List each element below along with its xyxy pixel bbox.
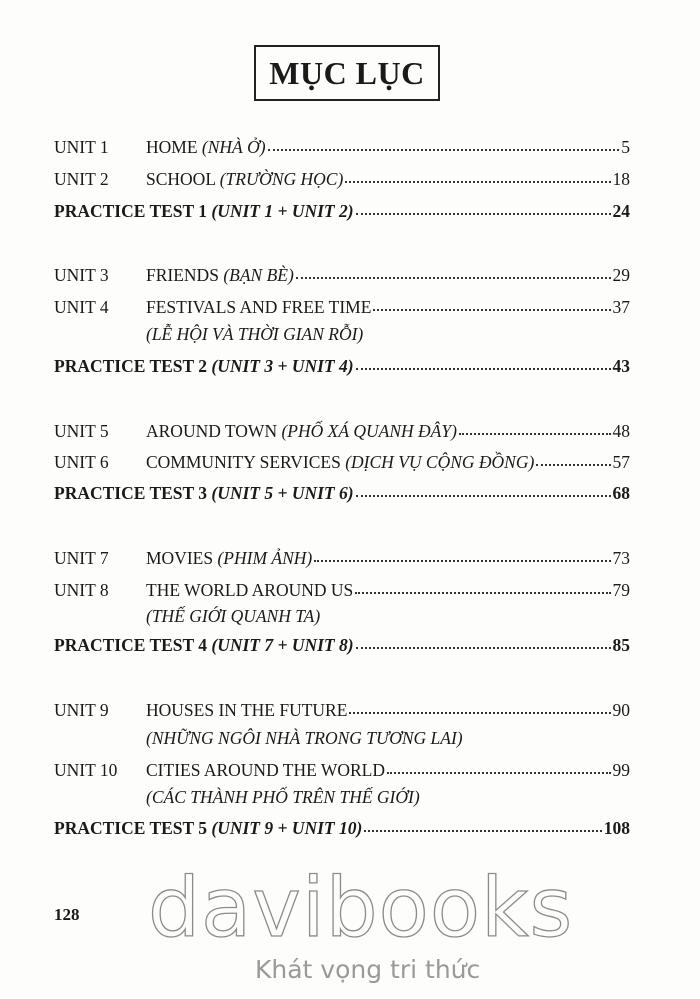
toc-entry-unit-1[interactable] [54, 137, 630, 161]
unit-label: UNIT 5 [54, 421, 109, 441]
page-number: 73 [612, 548, 630, 568]
unit-label: UNIT 3 [54, 265, 109, 285]
entry-subtitle: (NHỮNG NGÔI NHÀ TRONG TƯƠNG LAI) [146, 728, 463, 748]
dot-leader [364, 826, 601, 832]
page-number: 57 [612, 452, 630, 472]
page-number: 37 [612, 297, 630, 317]
dot-leader [345, 177, 610, 183]
unit-label: UNIT 1 [54, 137, 109, 157]
entry-title-vietnamese: (UNIT 9 + UNIT 10) [211, 818, 363, 838]
entry-title: PRACTICE TEST 2 (UNIT 3 + UNIT 4) [54, 356, 354, 376]
entry-title: SCHOOL (TRƯỜNG HỌC) [146, 169, 344, 189]
entry-title-vietnamese: (UNIT 7 + UNIT 8) [211, 635, 354, 655]
entry-title: THE WORLD AROUND US [146, 580, 354, 600]
toc-entry-practice-test-2[interactable] [54, 356, 630, 380]
toc-entry-practice-test-1[interactable] [54, 201, 630, 225]
page-number: 85 [612, 635, 630, 655]
unit-label: UNIT 6 [54, 452, 109, 472]
dot-leader [356, 209, 611, 215]
unit-label: UNIT 8 [54, 580, 109, 600]
toc-entry-unit-2[interactable] [54, 169, 630, 193]
page-title: MỤC LỤC [254, 45, 440, 101]
entry-title-vietnamese: (UNIT 5 + UNIT 6) [211, 483, 354, 503]
entry-title-vietnamese: (UNIT 1 + UNIT 2) [211, 201, 354, 221]
unit-label: UNIT 4 [54, 297, 109, 317]
unit-label: UNIT 2 [54, 169, 109, 189]
toc-entry-unit-4[interactable] [54, 297, 630, 321]
dot-leader [373, 305, 610, 311]
dot-leader [356, 643, 611, 649]
entry-title: PRACTICE TEST 3 (UNIT 5 + UNIT 6) [54, 483, 354, 503]
entry-title: MOVIES (PHIM ẢNH) [146, 548, 313, 568]
toc-entry-unit-10[interactable] [54, 760, 630, 784]
dot-leader [268, 145, 620, 151]
dot-leader [314, 556, 610, 562]
dot-leader [356, 491, 611, 497]
toc-entry-unit-7[interactable] [54, 548, 630, 572]
entry-title: PRACTICE TEST 4 (UNIT 7 + UNIT 8) [54, 635, 354, 655]
page-number: 24 [612, 201, 630, 221]
toc-entry-unit-5[interactable] [54, 421, 630, 445]
watermark-tagline: Khát vọng tri thức [255, 955, 481, 984]
page-number: 68 [612, 483, 630, 503]
page-number: 99 [612, 760, 630, 780]
entry-title-vietnamese: (UNIT 3 + UNIT 4) [211, 356, 354, 376]
entry-title: PRACTICE TEST 1 (UNIT 1 + UNIT 2) [54, 201, 354, 221]
page-number: 79 [612, 580, 630, 600]
page-number: 108 [603, 818, 630, 838]
entry-subtitle: (LỄ HỘI VÀ THỜI GIAN RỖI) [146, 324, 364, 344]
entry-title: CITIES AROUND THE WORLD [146, 760, 386, 780]
entry-title: FRIENDS (BẠN BÈ) [146, 265, 294, 285]
toc-entry-unit-6[interactable] [54, 452, 630, 476]
entry-subtitle: (CÁC THÀNH PHỐ TRÊN THẾ GIỚI) [146, 787, 420, 807]
toc-entry-unit-9[interactable] [54, 700, 630, 724]
dot-leader [459, 429, 611, 435]
unit-label: UNIT 9 [54, 700, 109, 720]
entry-title: HOUSES IN THE FUTURE [146, 700, 348, 720]
dot-leader [296, 273, 611, 279]
toc-entry-practice-test-3[interactable] [54, 483, 630, 507]
dot-leader [536, 460, 610, 466]
page-number: 29 [612, 265, 630, 285]
dot-leader [349, 708, 610, 714]
page-number: 5 [621, 137, 630, 157]
entry-title-vietnamese: (DỊCH VỤ CỘNG ĐỒNG) [345, 452, 535, 472]
toc-entry-practice-test-5[interactable] [54, 818, 630, 842]
dot-leader [355, 588, 610, 594]
page-number: 18 [612, 169, 630, 189]
entry-subtitle: (THẾ GIỚI QUANH TA) [146, 606, 321, 626]
entry-title: HOME (NHÀ Ở) [146, 137, 266, 157]
entry-title: AROUND TOWN (PHỐ XÁ QUANH ĐÂY) [146, 421, 457, 441]
entry-title: FESTIVALS AND FREE TIME [146, 297, 372, 317]
page-number: 43 [612, 356, 630, 376]
page-number: 90 [612, 700, 630, 720]
entry-title-vietnamese: (BẠN BÈ) [223, 265, 294, 285]
page-folio: 128 [54, 905, 80, 924]
entry-title-vietnamese: (PHIM ẢNH) [217, 548, 313, 568]
toc-entry-unit-3[interactable] [54, 265, 630, 289]
watermark-logo: davibooks [148, 861, 574, 956]
dot-leader [356, 364, 611, 370]
unit-label: UNIT 10 [54, 760, 118, 780]
entry-title-vietnamese: (PHỐ XÁ QUANH ĐÂY) [281, 421, 457, 441]
unit-label: UNIT 7 [54, 548, 109, 568]
entry-title-vietnamese: (NHÀ Ở) [201, 137, 266, 157]
page-number: 48 [612, 421, 630, 441]
entry-title: COMMUNITY SERVICES (DỊCH VỤ CỘNG ĐỒNG) [146, 452, 535, 472]
toc-entry-unit-8[interactable] [54, 580, 630, 604]
toc-entry-practice-test-4[interactable] [54, 635, 630, 659]
dot-leader [387, 768, 610, 774]
entry-title: PRACTICE TEST 5 (UNIT 9 + UNIT 10) [54, 818, 363, 838]
entry-title-vietnamese: (TRƯỜNG HỌC) [219, 169, 344, 189]
